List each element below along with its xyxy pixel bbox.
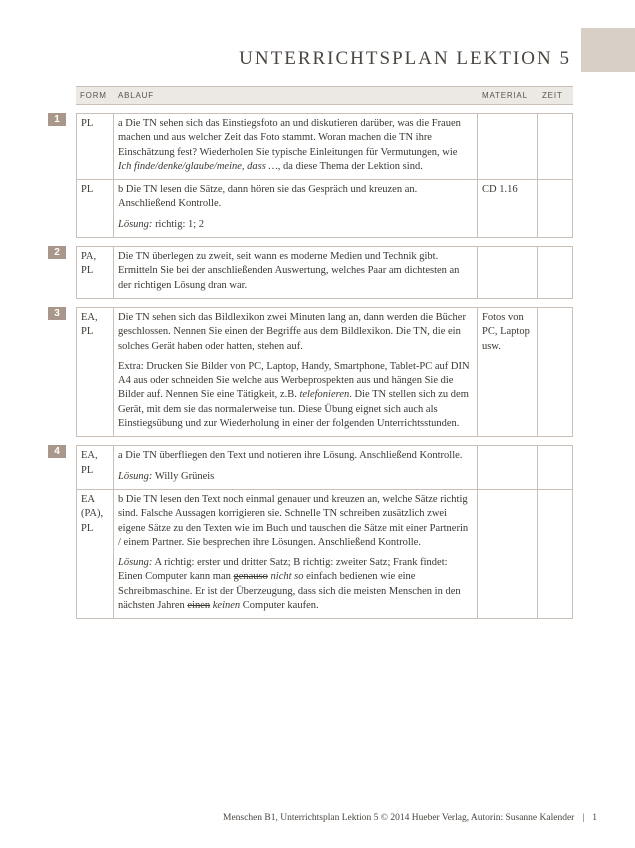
page-number: 1 bbox=[592, 813, 597, 823]
header-material: MATERIAL bbox=[482, 91, 528, 100]
material-cell bbox=[478, 490, 538, 618]
form-cell bbox=[76, 180, 114, 237]
ablauf-paragraph bbox=[118, 470, 473, 484]
form-value: PL bbox=[81, 464, 94, 476]
form-cell bbox=[76, 114, 114, 179]
zeit-cell bbox=[538, 490, 573, 618]
ablauf-paragraph bbox=[118, 556, 473, 613]
text-run: a Die TN sehen sich das Einstiegsfoto an und diskutieren darüber, was die Frauen machen und aus welcher Zeit das Foto stammt. Woran machen die TN ihre Einschätzung fest? Wiederholen Sie typische Einleitungen für Vermutungen, wie bbox=[118, 118, 461, 158]
ablauf-paragraph bbox=[118, 117, 473, 174]
form-value: PL bbox=[81, 265, 94, 277]
material-value: CD 1.16 bbox=[482, 184, 518, 196]
text-run: . Die TN stellen sich zu dem Gerät, mit dem sie das normalerweise tun. Diese Übung eignet sich auch als Einstiegsübung und zur Wiederholung in einer der folgenden Unterrichtsstunden. bbox=[118, 389, 469, 430]
section-2 bbox=[48, 246, 573, 299]
ablauf-paragraph bbox=[118, 449, 473, 463]
ablauf-cell bbox=[114, 308, 478, 436]
form-cell bbox=[76, 308, 114, 436]
form-value: EA, bbox=[81, 311, 98, 323]
form-value: PL bbox=[81, 326, 94, 338]
struck-text: einen bbox=[187, 600, 211, 612]
ablauf-cell bbox=[114, 490, 478, 618]
section-4 bbox=[48, 445, 573, 619]
form-cell bbox=[76, 446, 114, 489]
italic-text: Lösung: bbox=[118, 557, 153, 569]
table-header bbox=[76, 86, 573, 105]
form-value: PA, bbox=[81, 251, 97, 263]
section-number-badge: 2 bbox=[48, 246, 66, 259]
text-run: einfach bedienen wie eine Schreibmaschine. Er ist der Überzeugung, dass sich die meisten Menschen in den nächsten Jahren bbox=[118, 571, 461, 612]
section-rows bbox=[76, 113, 573, 238]
ablauf-paragraph bbox=[118, 218, 473, 232]
zeit-cell bbox=[538, 114, 573, 179]
material-cell bbox=[478, 180, 538, 237]
footer bbox=[0, 813, 597, 823]
text-run: b Die TN lesen die Sätze, dann hören sie das Gespräch und kreuzen an. Anschließend Kontrolle. bbox=[118, 184, 418, 210]
form-value: PL bbox=[81, 522, 94, 534]
section-rows bbox=[76, 246, 573, 299]
zeit-cell bbox=[538, 247, 573, 298]
ablauf-cell bbox=[114, 114, 478, 179]
text-run: a Die TN überfliegen den Text und notieren ihre Lösung. Anschließend Kontrolle. bbox=[118, 450, 463, 462]
material-cell bbox=[478, 446, 538, 489]
italic-text: Lösung: bbox=[118, 218, 153, 230]
material-value: usw. bbox=[482, 340, 501, 352]
ablauf-paragraph bbox=[118, 360, 473, 431]
material-cell bbox=[478, 114, 538, 179]
form-cell bbox=[76, 490, 114, 618]
ablauf-cell bbox=[114, 180, 478, 237]
section-1 bbox=[48, 113, 573, 238]
italic-text: telefonieren bbox=[299, 389, 350, 401]
table-row bbox=[76, 114, 573, 180]
header-ablauf: ABLAUF bbox=[118, 91, 154, 100]
page-title: UNTERRICHTSPLAN LEKTION 5 bbox=[239, 48, 571, 69]
text-run: richtig: 1; 2 bbox=[152, 218, 205, 230]
ablauf-paragraph bbox=[118, 311, 473, 354]
form-value: EA, bbox=[81, 450, 98, 462]
material-cell bbox=[478, 247, 538, 298]
ablauf-paragraph bbox=[118, 493, 473, 550]
text-run: b Die TN lesen den Text noch einmal genauer und kreuzen an, welche Sätze richtig sind. Falsche Aussagen korrigieren sie. Schnelle TN schreiben zusätzlich zwei eigene Sätze zu den Texten wie im Buch und tauschen die Sätze mit einer Partnerin / einem Partner. Sie besprechen ihre Lösungen. Anschließend Kontrolle. bbox=[118, 493, 469, 548]
corner-tab bbox=[581, 28, 635, 72]
zeit-cell bbox=[538, 308, 573, 436]
text-run: Computer kaufen. bbox=[240, 600, 319, 612]
material-value: Fotos von bbox=[482, 311, 524, 323]
form-value: PL bbox=[81, 184, 94, 196]
header-form: FORM bbox=[80, 91, 107, 100]
italic-text: Lösung: bbox=[118, 470, 153, 482]
text-run: Willy Grüneis bbox=[152, 470, 215, 482]
text-run: Die TN überlegen zu zweit, seit wann es moderne Medien und Technik gibt. Ermitteln Sie bei der anschließenden Auswertung, welches Paar am dichtesten an der richtigen Lösung dran war. bbox=[118, 251, 460, 291]
section-rows bbox=[76, 445, 573, 619]
struck-text: genauso bbox=[233, 571, 268, 583]
zeit-cell bbox=[538, 180, 573, 237]
form-value: (PA), bbox=[81, 508, 104, 520]
table-row bbox=[76, 490, 573, 619]
italic-text: keinen bbox=[212, 600, 241, 612]
section-number-badge: 1 bbox=[48, 113, 66, 126]
sections-container bbox=[48, 113, 573, 619]
material-cell bbox=[478, 308, 538, 436]
ablauf-cell bbox=[114, 446, 478, 489]
text-run: , da diese Thema der Lektion sind. bbox=[277, 160, 423, 172]
form-cell bbox=[76, 247, 114, 298]
footer-text: Menschen B1, Unterrichtsplan Lektion 5 © 2014 Hueber Verlag, Autorin: Susanne Kalender bbox=[223, 813, 575, 823]
section-rows bbox=[76, 307, 573, 437]
italic-text: Ich finde/denke/glaube/meine, dass … bbox=[118, 160, 278, 172]
table-row bbox=[76, 308, 573, 437]
table-row bbox=[76, 446, 573, 490]
form-value: EA bbox=[81, 493, 95, 505]
text-run: Extra: Drucken Sie Bilder von PC, Laptop, Handy, Smartphone, Tablet-PC auf DIN A4 aus oder schneiden Sie welche aus Werbeprospekten aus und hängen Sie die Bilder auf. Nennen Sie eine Tätigkeit, z.B. bbox=[118, 360, 470, 401]
lesson-plan-table bbox=[48, 86, 573, 619]
ablauf-paragraph bbox=[118, 183, 473, 212]
text-run: A richtig: erster und dritter Satz; B richtig: zweiter Satz; Frank findet: Einen Computer kann man bbox=[118, 557, 448, 583]
ablauf-paragraph bbox=[118, 250, 473, 293]
italic-text: nicht so bbox=[270, 571, 304, 583]
form-value: PL bbox=[81, 118, 94, 129]
zeit-cell bbox=[538, 446, 573, 489]
header-zeit: ZEIT bbox=[542, 91, 563, 100]
material-value: PC, Laptop bbox=[482, 326, 530, 338]
table-row bbox=[76, 180, 573, 238]
section-number-badge: 4 bbox=[48, 445, 66, 458]
table-row bbox=[76, 247, 573, 299]
ablauf-cell bbox=[114, 247, 478, 298]
section-number-badge: 3 bbox=[48, 307, 66, 320]
text-run: Die TN sehen sich das Bildlexikon zwei Minuten lang an, dann werden die Bücher geschlossen. Nennen Sie einen der Begriffe aus dem Bildlexikon. Die TN, die ein solches Gerät haben oder hatten, stehen auf. bbox=[118, 311, 466, 352]
section-3 bbox=[48, 307, 573, 437]
footer-separator: | bbox=[582, 813, 585, 823]
